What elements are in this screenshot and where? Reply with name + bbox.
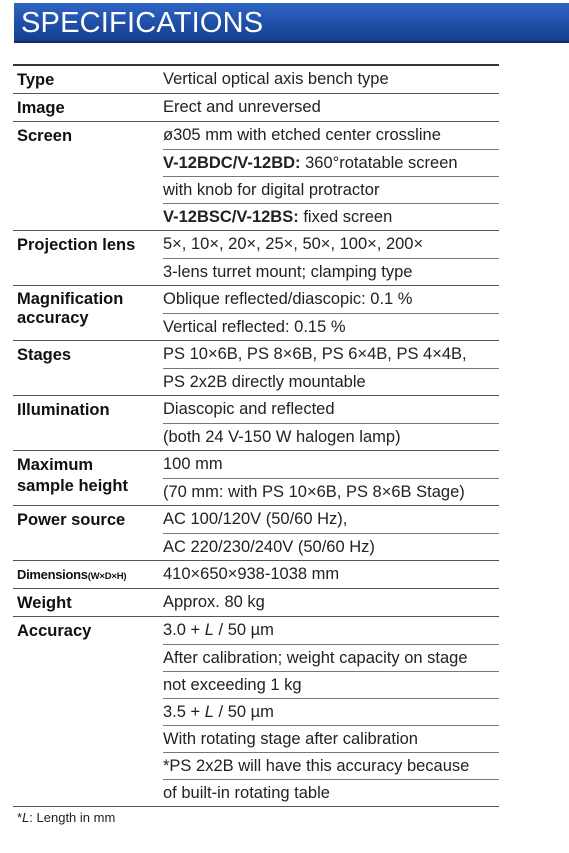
spec-label: Power source [17, 511, 126, 529]
spec-row [13, 121, 499, 230]
spec-label-text: Dimensions [17, 567, 88, 582]
spec-values [163, 94, 499, 121]
spec-label-line: sample height [17, 477, 128, 495]
model-name: V-12BSC/V-12BS: [163, 208, 299, 226]
spec-label: Image [17, 99, 65, 117]
spec-value: of built-in rotating table [163, 779, 499, 806]
spec-row [13, 560, 499, 588]
spec-value [163, 698, 499, 725]
spec-values [163, 122, 499, 230]
spec-value: 3-lens turret mount; clamping type [163, 258, 499, 285]
spec-value: *PS 2x2B will have this accuracy because [163, 752, 499, 779]
spec-row [13, 340, 499, 395]
spec-value [163, 203, 499, 230]
section-title: SPECIFICATIONS [21, 7, 264, 39]
spec-values [163, 396, 499, 450]
spec-values [163, 66, 499, 93]
spec-value: (both 24 V-150 W halogen lamp) [163, 423, 499, 450]
spec-label-line: Magnification [17, 290, 124, 308]
spec-value: Diascopic and reflected [163, 400, 335, 418]
spec-label: Projection lens [17, 236, 136, 254]
model-description: 360°rotatable screen [300, 154, 458, 172]
spec-values [163, 617, 499, 806]
spec-label: Type [17, 71, 55, 89]
spec-value: 5×, 10×, 20×, 25×, 50×, 100×, 200× [163, 235, 424, 253]
specifications-table [13, 64, 499, 807]
formula-prefix: 3.0 + [163, 621, 205, 639]
spec-value: Oblique reflected/diascopic: 0.1 % [163, 290, 413, 308]
spec-value: not exceeding 1 kg [163, 671, 499, 698]
spec-label: Stages [17, 346, 72, 364]
spec-value: AC 100/120V (50/60 Hz), [163, 510, 348, 528]
spec-label: Illumination [17, 401, 110, 419]
spec-value: (70 mm: with PS 10×6B, PS 8×6B Stage) [163, 478, 499, 505]
formula-suffix: / 50 µm [213, 703, 274, 721]
spec-value: Approx. 80 kg [163, 593, 265, 611]
spec-value: With rotating stage after calibration [163, 725, 499, 752]
spec-value: PS 10×6B, PS 8×6B, PS 6×4B, PS 4×4B, [163, 345, 467, 363]
spec-value: PS 2x2B directly mountable [163, 368, 499, 395]
spec-value: 410×650×938-1038 mm [163, 565, 340, 583]
footnote: *L: Length in mm [17, 810, 116, 825]
spec-value: Vertical reflected: 0.15 % [163, 313, 499, 340]
section-header [14, 3, 569, 43]
spec-row [13, 230, 499, 285]
spec-values [163, 341, 499, 395]
spec-label-line: accuracy [17, 309, 89, 327]
spec-row [13, 450, 499, 505]
spec-values [163, 451, 499, 505]
formula-variable: L [204, 621, 214, 639]
spec-row [13, 395, 499, 450]
spec-value: with knob for digital protractor [163, 176, 499, 203]
spec-label: Screen [17, 127, 73, 145]
spec-values [163, 561, 499, 588]
spec-value: AC 220/230/240V (50/60 Hz) [163, 533, 499, 560]
spec-label-suffix: (W×D×H) [87, 571, 127, 582]
spec-label [13, 451, 163, 497]
spec-row [13, 616, 499, 806]
spec-row [13, 93, 499, 121]
spec-value: Vertical optical axis bench type [163, 70, 389, 88]
spec-label [13, 561, 163, 587]
spec-value: 100 mm [163, 455, 223, 473]
spec-value: ø305 mm with etched center crossline [163, 126, 441, 144]
spec-value [163, 617, 499, 644]
spec-value: Erect and unreversed [163, 98, 321, 116]
spec-label: Weight [17, 594, 72, 612]
spec-row [13, 505, 499, 560]
spec-values [163, 231, 499, 285]
spec-value [163, 149, 499, 176]
spec-row [13, 285, 499, 340]
spec-value: After calibration; weight capacity on stage [163, 644, 499, 671]
spec-row [13, 66, 499, 93]
formula-prefix: 3.5 + [163, 703, 205, 721]
spec-label: Accuracy [17, 622, 92, 640]
spec-label-line: Maximum [17, 456, 94, 474]
formula-variable: L [204, 703, 214, 721]
model-name: V-12BDC/V-12BD: [163, 154, 301, 172]
model-description: fixed screen [298, 208, 393, 226]
spec-row [13, 588, 499, 616]
spec-label [13, 286, 163, 328]
spec-values [163, 286, 499, 340]
spec-values [163, 589, 499, 616]
formula-suffix: / 50 µm [213, 621, 274, 639]
spec-values [163, 506, 499, 560]
